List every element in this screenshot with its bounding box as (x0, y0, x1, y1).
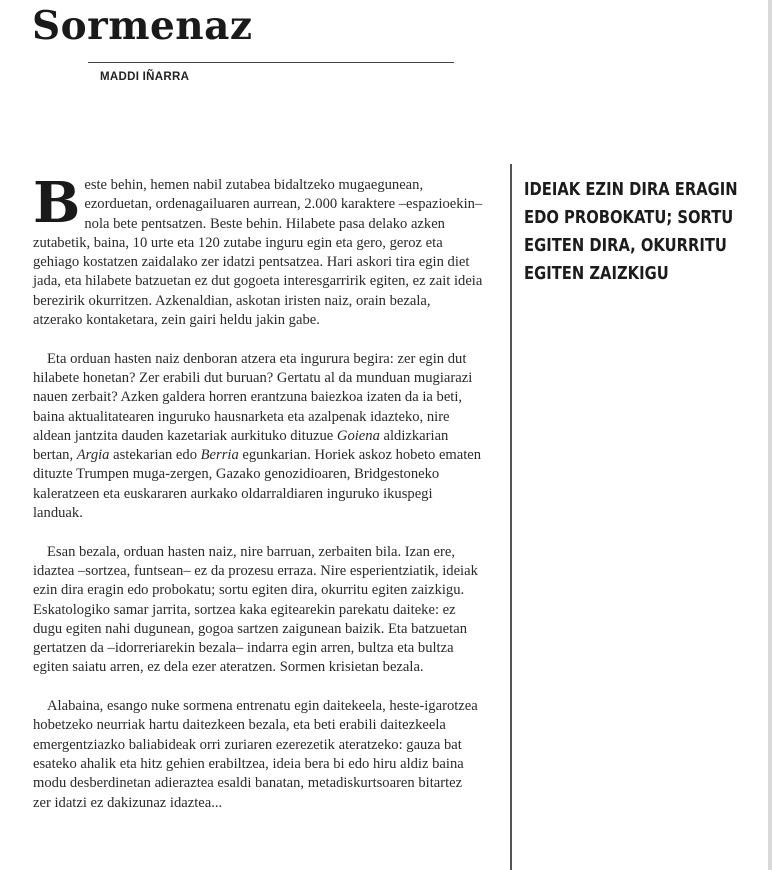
paragraph-3-text: Esan bezala, orduan hasten naiz, nire barruan, zerbaiten bila. Izan ere, idaztea –sortzea, funtsean– ez da prozesu erraza. Nire esperientziatik, ideiak ezin dira eragin edo probokatu; sortu egiten dira, okurritu egiten zaizkigu. Eskatologiko samar jarrita, sortzea kaka egitearekin parekatu daiteke: ez dugu egiten nahi dugunean, gogoa sartzen zaigunean baizik. Eta batzuetan gertatzen da –idorreriarekin bezala– indarra egin arren, bultza eta bultza egiten saiatu arren, ez dela ezer ateratzen. Sormen krisietan bezala. (33, 543, 478, 676)
paragraph-4-text: Alabaina, esango nuke sormena entrenatu egin daitekeela, heste-igarotzea hobetzeko neurriak hartu daitezkeen bezala, eta beti erabili daitezkeela emergentziazko baliabideak orri zuriaren ezerezetik ateratzeko: gauza bat esateko ahalik eta hitz gehien erabiltzea, ideia bera bi edo hiru aldiz baina modu desberdinetan adieraztea esaldi banatan, metadiskurtsoaren bitartez zer idatzi ez dakizunaz idaztea... (33, 698, 478, 811)
article-body (33, 170, 483, 832)
paragraph-2-text: Eta orduan hasten naiz denboran atzera eta ingurura begira: zer egin dut hilabete honetan? Zer erabili dut buruan? Gertatu al da munduan mugiarazi nauen zerbait? Azken galdera horren erantzuna baiezkoa izaten da ia beti, baina aktualitatearen inguruko hausnarketa eta azalpenak idazteko, nire aldean jantzita dauden kazetariak aurkituko dituzue (33, 350, 473, 444)
drop-cap: B (33, 170, 81, 236)
paragraph-2 (33, 350, 483, 524)
publication-argia: Argia (76, 447, 110, 464)
pull-quote: IDEIAK EZIN DIRA ERAGIN EDO PROBOKATU; SORTU EGITEN DIRA, OKURRITU EGITEN ZAIZKIGU (524, 179, 738, 284)
paragraph-2-text: egunkarian. Horiek askoz hobeto ematen dituzte Trumpen muga-zergen, Gazako genozidioaren, Bridgestoneko kaleratzeen eta euskararen aurkako oldarraldiaren inguruko ikuspegi landuak. (33, 447, 482, 522)
article-title: Sormenaz (32, 3, 253, 49)
column-divider (510, 164, 512, 870)
paragraph-1 (33, 170, 483, 330)
title-divider (88, 62, 454, 63)
page-edge (768, 0, 772, 870)
paragraph-3 (33, 543, 483, 678)
paragraph-2-text: aldizkarian bertan, (33, 427, 449, 464)
publication-goiena: Goiena (336, 427, 380, 444)
paragraph-2-text: astekarian edo (109, 447, 201, 464)
publication-berria: Berria (200, 447, 239, 464)
paragraph-4 (33, 697, 483, 813)
author-byline: MADDI IÑARRA (100, 71, 190, 83)
paragraph-1-text: este behin, hemen nabil zutabea bidaltzeko mugaegunean, ezorduetan, ordenagailuaren aurrean, 2.000 karaktere –espazioekin– nola bete pentsatzen. Beste behin. Hilabete pasa delako azken zutabetik, baina, 10 urte eta 120 zutabe inguru egin eta gero, geroz eta gehiago kostatzen zaidalako zer idatzi pentsatzea. Hari askori tira egin diet jada, eta hilabete batzuetan ez dut gogoeta interesgarririk egiten, ez zait ideia berezirik okurritzen. Azkenaldian, askotan iristen naiz, orain bezala, atzerako kontaketara, zein gairi heldu jakin gabe. (33, 177, 483, 329)
